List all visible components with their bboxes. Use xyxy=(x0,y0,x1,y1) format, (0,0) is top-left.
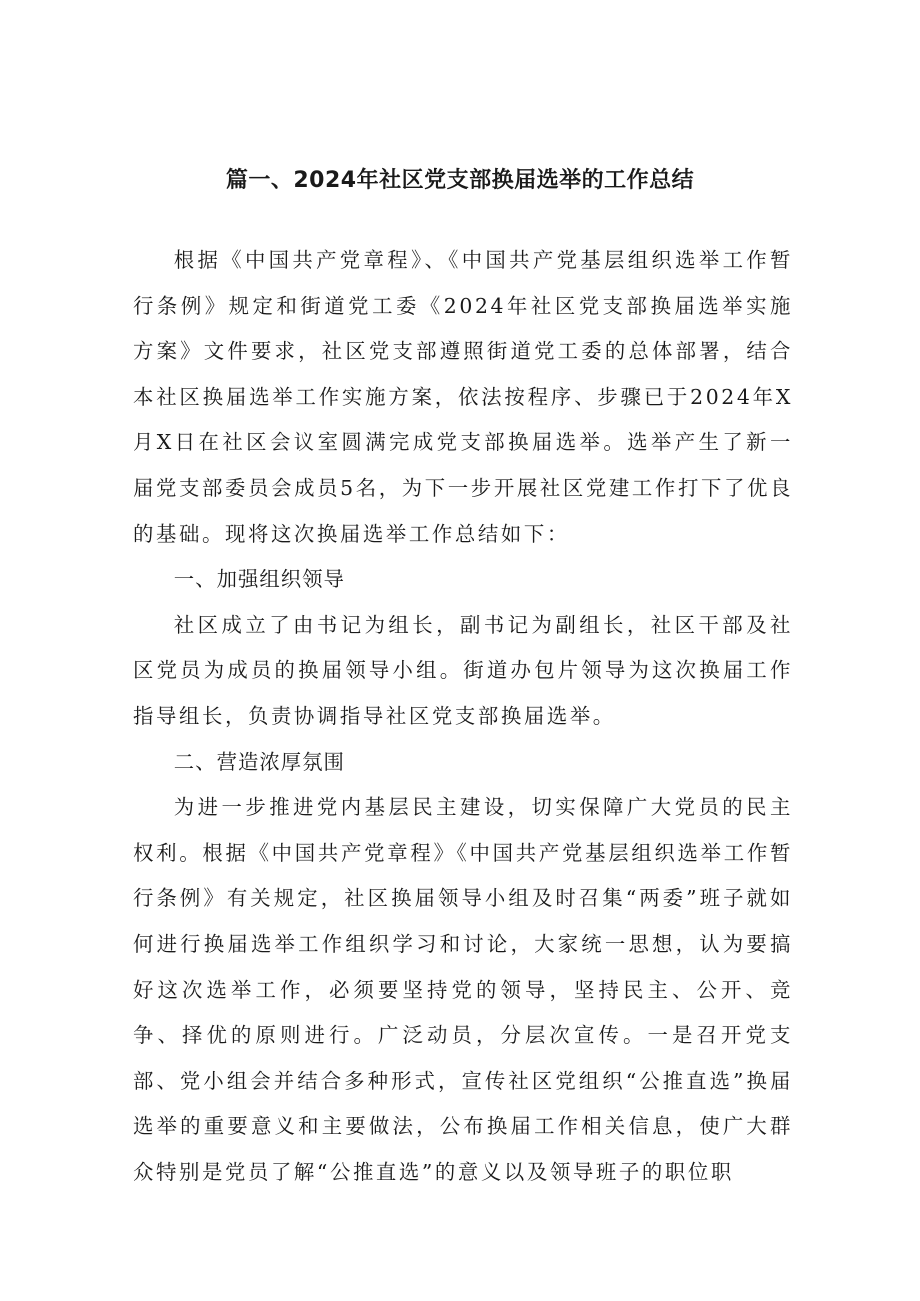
section-paragraph-organization: 社区成立了由书记为组长，副书记为副组长，社区干部及社区党员为成员的换届领导小组。街道办包片领导为这次换届工作指导组长，负责协调指导社区党支部换届选举。 xyxy=(133,612,793,728)
section-heading-organization: 一、加强组织领导 xyxy=(173,567,345,592)
section-heading-atmosphere: 二、营造浓厚氛围 xyxy=(173,749,345,774)
document-title: 篇一、2024年社区党支部换届选举的工作总结 xyxy=(225,168,695,193)
intro-paragraph: 根据《中国共产党章程》、《中国共产党基层组织选举工作暂行条例》规定和街道党工委《2024年社区党支部换届选举实施方案》文件要求，社区党支部遵照街道党工委的总体部署，结合本社区换届选举工作实施方案，依法按程序、步骤已于2024年X月X日在社区会议室圆满完成党支部换届选举。选举产生了新一届党支部委员会成员5名，为下一步开展社区党建工作打下了优良的基础。现将这次换届选举工作总结如下： xyxy=(133,248,793,546)
section-paragraph-atmosphere: 为进一步推进党内基层民主建设，切实保障广大党员的民主权利。根据《中国共产党章程》《中国共产党基层组织选举工作暂行条例》有关规定，社区换届领导小组及时召集“两委”班子就如何进行换届选举工作组织学习和讨论，大家统一思想，认为要搞好这次选举工作，必须要坚持党的领导，坚持民主、公开、竞争、择优的原则进行。广泛动员，分层次宣传。一是召开党支部、党小组会并结合多种形式，宣传社区党组织“公推直选”换届选举的重要意义和主要做法，公布换届工作相关信息，使广大群众特别是党员了解“公推直选”的意义以及领导班子的职位职 xyxy=(133,795,793,1184)
document-body xyxy=(133,238,793,1195)
